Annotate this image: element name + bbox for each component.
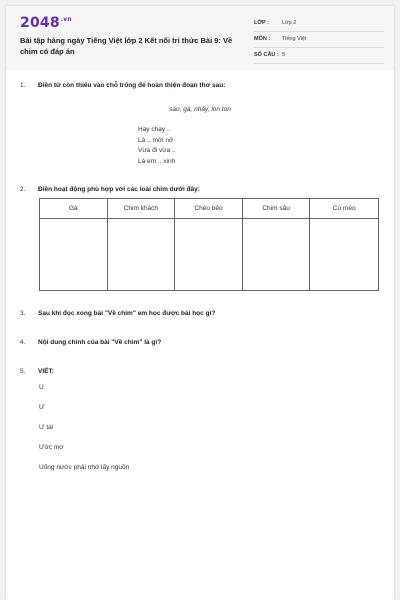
- writing-item: U: [39, 384, 44, 391]
- table-header-cell: Chim sâu: [243, 199, 311, 219]
- meta-label: MÔN :: [254, 36, 271, 42]
- site-logo[interactable]: [20, 15, 72, 31]
- logo-text: 2048: [20, 15, 60, 31]
- worksheet: [6, 6, 394, 600]
- table-answer-cell[interactable]: [40, 219, 108, 290]
- writing-item: Uống nước phải nhớ lấy nguồn: [39, 464, 130, 471]
- question-3: [20, 310, 215, 317]
- poem-line: Là em .. xinh: [138, 157, 176, 165]
- meta-row-class: [254, 16, 384, 32]
- question-number: 1.: [20, 82, 26, 89]
- meta-value: Tiếng Việt: [282, 36, 307, 42]
- writing-item: Ước mơ: [39, 444, 64, 451]
- meta-value: Lớp 2: [282, 20, 297, 26]
- table-answer-cell[interactable]: [310, 219, 378, 290]
- question-text: Nội dung chính của bài "Về chim" là gì?: [38, 339, 162, 346]
- question-text: Điền từ còn thiếu vào chỗ trống để hoàn thiện đoạn thơ sau:: [38, 82, 226, 89]
- poem-line: Là .. mới nở: [138, 136, 174, 144]
- meta-row-question-count: [254, 48, 384, 64]
- question-2: [20, 186, 200, 193]
- answer-table: [39, 198, 379, 291]
- poem-line: Hay chạy ..: [138, 126, 171, 133]
- table-header-cell: Gà: [40, 199, 108, 219]
- question-4: [20, 339, 161, 346]
- question-text: Điền hoạt động phù hợp với các loài chim dưới đây:: [38, 186, 200, 193]
- question-number: 5.: [20, 368, 26, 375]
- worksheet-header: [6, 6, 394, 70]
- poem-line: Vừa đi vừa ..: [138, 147, 176, 154]
- word-bank: sáo, gà, nhảy, lon ton: [169, 106, 231, 113]
- meta-label: SỐ CÂU :: [254, 52, 279, 58]
- meta-label: LỚP :: [254, 20, 269, 26]
- writing-item: Ư: [39, 404, 45, 411]
- question-text: VIẾT:: [38, 368, 54, 375]
- table-answer-cell[interactable]: [175, 219, 243, 290]
- question-5: [20, 368, 54, 375]
- question-1: [20, 82, 225, 89]
- document-title: Bài tập hàng ngày Tiếng Việt lớp 2 Kết nối tri thức Bài 9: Về chim có đáp án: [20, 36, 233, 56]
- table-header-cell: Chim khách: [108, 199, 176, 219]
- table-header-cell: Cú mèo: [310, 199, 378, 219]
- logo-suffix: .vn: [60, 16, 72, 24]
- question-number: 3.: [20, 310, 26, 317]
- table-answer-cell[interactable]: [243, 219, 311, 290]
- question-number: 4.: [20, 339, 26, 346]
- table-header-cell: Chèo bẻo: [175, 199, 243, 219]
- question-text: Sau khi đọc xong bài "Về chim" em học được bài học gì?: [38, 310, 216, 317]
- meta-info: [254, 16, 384, 64]
- meta-value: 5: [282, 52, 286, 58]
- meta-row-subject: [254, 32, 384, 48]
- table-answer-cell[interactable]: [108, 219, 176, 290]
- poem: [138, 126, 176, 168]
- writing-item: Ư tai: [39, 424, 54, 431]
- question-number: 2.: [20, 186, 26, 193]
